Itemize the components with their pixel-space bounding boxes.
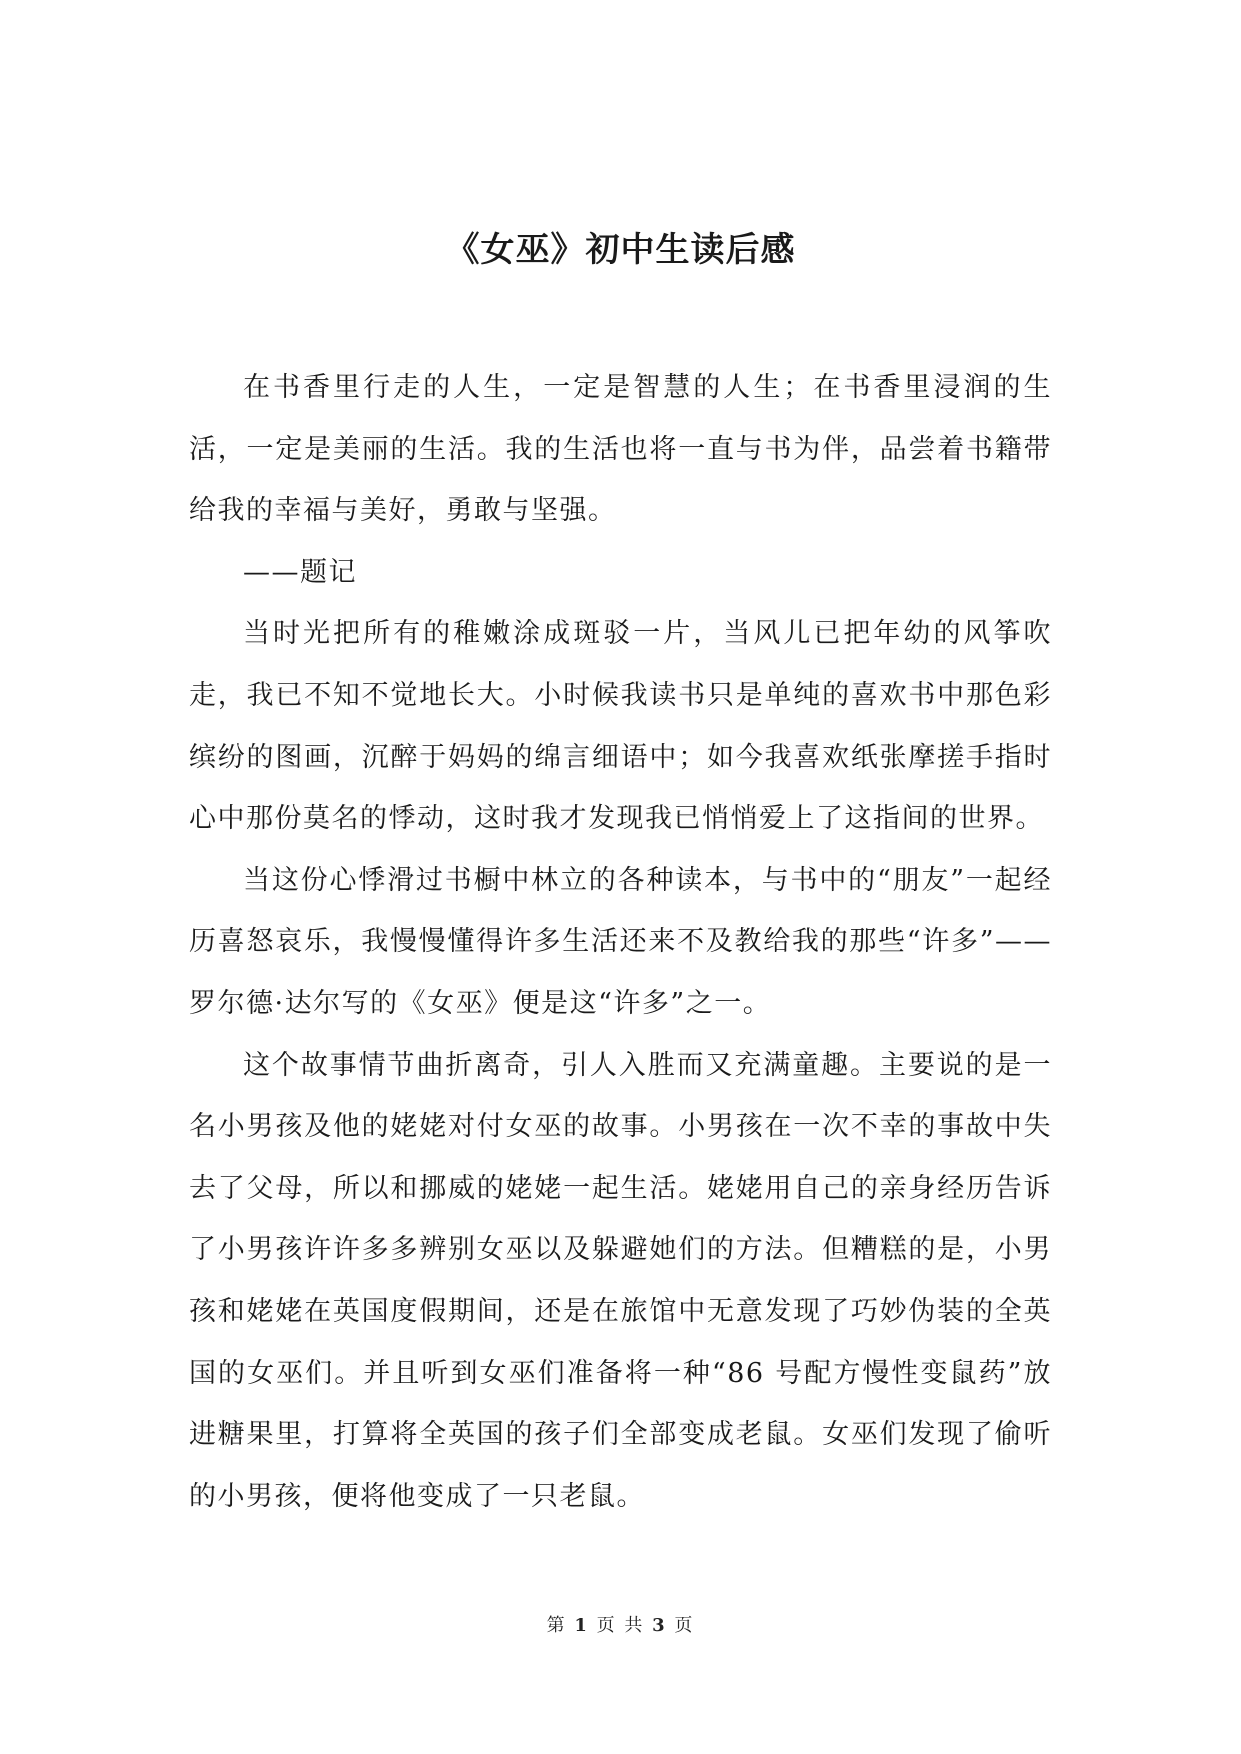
paragraph-books-as-friends: 当这份心悸滑过书橱中林立的各种读本，与书中的“朋友”一起经历喜怒哀乐，我慢慢懂得许多生活还来不及教给我的那些“许多”——罗尔德·达尔写的《女巫》便是这“许多”之一。 <box>189 864 1052 1019</box>
document-title: 《女巫》初中生读后感 <box>445 230 796 270</box>
footer-total-pages: 3 <box>652 1615 667 1636</box>
footer-current-page: 1 <box>574 1615 589 1636</box>
footer-suffix: 页 <box>674 1615 695 1636</box>
paragraph-epigraph-signature: ——题记 <box>243 556 357 588</box>
footer-middle: 页 共 <box>596 1615 645 1636</box>
footer-prefix: 第 <box>546 1615 567 1636</box>
paragraph-growing-up: 当时光把所有的稚嫩涂成斑驳一片，当风儿已把年幼的风筝吹走，我已不知不觉地长大。小时候我读书只是单纯的喜欢书中那色彩缤纷的图画，沉醉于妈妈的绵言细语中；如今我喜欢纸张摩搓手指时心中那份莫名的悸动，这时我才发现我已悄悄爱上了这指间的世界。 <box>189 618 1052 835</box>
paragraph-story-summary: 这个故事情节曲折离奇，引人入胜而又充满童趣。主要说的是一名小男孩及他的姥姥对付女巫的故事。小男孩在一次不幸的事故中失去了父母，所以和挪威的姥姥一起生活。姥姥用自己的亲身经历告诉了小男孩许许多多辨别女巫以及躲避她们的方法。但糟糕的是，小男孩和姥姥在英国度假期间，还是在旅馆中无意发现了巧妙伪装的全英国的女巫们。并且听到女巫们准备将一种“86 号配方慢性变鼠药”放进糖果里，打算将全英国的孩子们全部变成老鼠。女巫们发现了偷听的小男孩，便将他变成了一只老鼠。 <box>189 1049 1052 1512</box>
page-footer <box>0 1611 1241 1637</box>
document-body <box>189 357 1052 1527</box>
paragraph-intro: 在书香里行走的人生，一定是智慧的人生；在书香里浸润的生活，一定是美丽的生活。我的生活也将一直与书为伴，品尝着书籍带给我的幸福与美好，勇敢与坚强。 <box>189 372 1052 527</box>
